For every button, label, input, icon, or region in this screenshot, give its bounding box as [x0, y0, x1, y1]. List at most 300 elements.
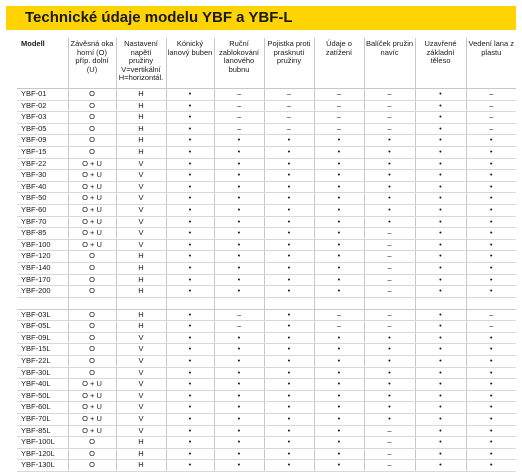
table-cell: •	[415, 181, 466, 193]
table-cell: •	[166, 414, 214, 426]
table-cell: O + U	[68, 379, 116, 391]
table-cell: •	[466, 437, 516, 449]
table-cell: –	[364, 309, 415, 321]
table-row	[17, 112, 516, 124]
table-cell: •	[166, 448, 214, 460]
table-cell: O	[68, 251, 116, 263]
table-cell: •	[264, 425, 314, 437]
spec-table	[17, 38, 516, 472]
table-cell: •	[214, 158, 264, 170]
table-cell: •	[314, 402, 364, 414]
table-cell: •	[314, 344, 364, 356]
model-cell: YBF-02	[17, 100, 68, 112]
table-cell: O	[68, 448, 116, 460]
spacer-cell	[466, 297, 516, 309]
table-cell: •	[466, 135, 516, 147]
table-cell: •	[466, 170, 516, 182]
table-row	[17, 437, 516, 449]
table-cell: •	[466, 425, 516, 437]
table-cell: •	[264, 390, 314, 402]
table-row	[17, 425, 516, 437]
table-cell: •	[364, 204, 415, 216]
table-cell: O + U	[68, 204, 116, 216]
table-cell: •	[415, 321, 466, 333]
table-row	[17, 146, 516, 158]
model-cell: YBF-140	[17, 262, 68, 274]
table-cell: H	[116, 448, 166, 460]
table-row	[17, 262, 516, 274]
column-header-hanging-eyes: Závěsná oka horní (O) příp. dolní (U)	[68, 38, 116, 89]
table-cell: •	[314, 216, 364, 228]
table-cell: •	[166, 437, 214, 449]
table-row	[17, 123, 516, 135]
table-row	[17, 367, 516, 379]
table-cell: •	[264, 414, 314, 426]
table-cell: H	[116, 274, 166, 286]
table-cell: O	[68, 100, 116, 112]
table-cell: –	[214, 309, 264, 321]
table-cell: O + U	[68, 170, 116, 182]
table-cell: O	[68, 89, 116, 101]
table-cell: •	[364, 414, 415, 426]
spacer-cell	[415, 297, 466, 309]
table-cell: O + U	[68, 181, 116, 193]
table-cell: –	[314, 112, 364, 124]
table-cell: •	[166, 170, 214, 182]
model-cell: YBF-170	[17, 274, 68, 286]
table-cell: •	[264, 321, 314, 333]
table-cell: •	[415, 367, 466, 379]
table-cell: •	[264, 262, 314, 274]
model-cell: YBF-130L	[17, 460, 68, 472]
group-spacer	[17, 297, 516, 309]
table-cell: •	[214, 146, 264, 158]
table-cell: •	[415, 274, 466, 286]
table-row	[17, 379, 516, 391]
table-cell: –	[364, 460, 415, 472]
model-cell: YBF-09	[17, 135, 68, 147]
table-cell: •	[166, 425, 214, 437]
table-cell: –	[364, 89, 415, 101]
table-cell: •	[214, 437, 264, 449]
table-cell: H	[116, 89, 166, 101]
table-cell: •	[166, 309, 214, 321]
table-cell: H	[116, 100, 166, 112]
model-cell: YBF-30L	[17, 367, 68, 379]
table-cell: O + U	[68, 193, 116, 205]
table-cell: •	[415, 437, 466, 449]
column-header-spring-safety: Pojistka proti prasknutí pružiny	[264, 38, 314, 89]
table-cell: •	[364, 390, 415, 402]
table-cell: •	[415, 460, 466, 472]
table-cell: –	[364, 437, 415, 449]
model-cell: YBF-70	[17, 216, 68, 228]
table-cell: •	[214, 274, 264, 286]
column-header-spring-tension: Nastavení napětí pružiny V=vertikální H=horizontál.	[116, 38, 166, 89]
table-cell: •	[466, 402, 516, 414]
table-cell: •	[264, 448, 314, 460]
table-row	[17, 460, 516, 472]
table-cell: –	[364, 123, 415, 135]
table-cell: •	[466, 286, 516, 298]
table-cell: •	[415, 146, 466, 158]
table-cell: •	[466, 274, 516, 286]
table-cell: •	[166, 332, 214, 344]
table-cell: •	[466, 448, 516, 460]
table-cell: •	[314, 367, 364, 379]
table-row	[17, 204, 516, 216]
table-cell: O + U	[68, 402, 116, 414]
table-row	[17, 356, 516, 368]
table-cell: –	[466, 89, 516, 101]
table-cell: •	[364, 216, 415, 228]
table-cell: –	[214, 112, 264, 124]
table-cell: H	[116, 286, 166, 298]
table-cell: •	[415, 402, 466, 414]
table-row	[17, 181, 516, 193]
table-cell: •	[264, 402, 314, 414]
table-cell: •	[314, 146, 364, 158]
table-row	[17, 135, 516, 147]
model-cell: YBF-60L	[17, 402, 68, 414]
table-cell: –	[214, 123, 264, 135]
table-cell: –	[466, 112, 516, 124]
table-cell: •	[166, 239, 214, 251]
table-cell: •	[415, 425, 466, 437]
table-cell: –	[314, 89, 364, 101]
table-cell: O + U	[68, 390, 116, 402]
table-cell: •	[364, 332, 415, 344]
table-cell: H	[116, 437, 166, 449]
table-cell: •	[314, 425, 364, 437]
table-cell: •	[466, 193, 516, 205]
table-cell: •	[166, 286, 214, 298]
table-cell: •	[214, 135, 264, 147]
table-cell: H	[116, 123, 166, 135]
table-cell: •	[264, 181, 314, 193]
table-row	[17, 170, 516, 182]
table-cell: –	[364, 448, 415, 460]
table-cell: •	[314, 135, 364, 147]
table-cell: V	[116, 367, 166, 379]
table-cell: •	[466, 367, 516, 379]
table-cell: V	[116, 332, 166, 344]
table-row	[17, 390, 516, 402]
table-cell: •	[314, 158, 364, 170]
table-cell: –	[264, 100, 314, 112]
spacer-cell	[214, 297, 264, 309]
table-cell: O	[68, 356, 116, 368]
table-cell: •	[314, 181, 364, 193]
table-cell: •	[314, 390, 364, 402]
table-cell: O	[68, 262, 116, 274]
table-cell: O + U	[68, 216, 116, 228]
table-cell: •	[415, 193, 466, 205]
spacer-cell	[166, 297, 214, 309]
table-cell: –	[314, 100, 364, 112]
table-cell: H	[116, 309, 166, 321]
table-cell: –	[364, 286, 415, 298]
table-cell: •	[166, 216, 214, 228]
table-cell: •	[466, 204, 516, 216]
table-cell: •	[314, 332, 364, 344]
table-cell: •	[166, 321, 214, 333]
table-cell: O	[68, 344, 116, 356]
table-cell: V	[116, 170, 166, 182]
table-cell: •	[264, 251, 314, 263]
table-row	[17, 216, 516, 228]
table-cell: •	[166, 356, 214, 368]
table-body	[17, 89, 516, 472]
table-cell: –	[364, 251, 415, 263]
table-cell: •	[214, 216, 264, 228]
table-cell: V	[116, 158, 166, 170]
table-cell: •	[166, 158, 214, 170]
table-cell: –	[314, 321, 364, 333]
model-cell: YBF-50L	[17, 390, 68, 402]
table-cell: •	[214, 460, 264, 472]
table-cell: O	[68, 437, 116, 449]
table-cell: •	[166, 135, 214, 147]
table-cell: •	[466, 460, 516, 472]
table-cell: •	[466, 414, 516, 426]
table-cell: H	[116, 321, 166, 333]
table-cell: •	[166, 344, 214, 356]
table-header-row	[17, 38, 516, 89]
table-cell: •	[214, 181, 264, 193]
table-cell: O	[68, 332, 116, 344]
table-cell: •	[466, 332, 516, 344]
model-cell: YBF-60	[17, 204, 68, 216]
table-cell: •	[466, 251, 516, 263]
table-cell: •	[214, 228, 264, 240]
table-cell: •	[415, 239, 466, 251]
table-cell: •	[415, 356, 466, 368]
table-cell: •	[214, 262, 264, 274]
model-cell: YBF-50	[17, 193, 68, 205]
table-cell: •	[314, 286, 364, 298]
column-header-drum-lock: Ruční zablokování lanového bubnu	[214, 38, 264, 89]
table-cell: •	[166, 262, 214, 274]
table-cell: •	[214, 414, 264, 426]
table-cell: V	[116, 356, 166, 368]
table-cell: –	[364, 100, 415, 112]
table-cell: –	[214, 321, 264, 333]
table-cell: •	[364, 146, 415, 158]
table-cell: –	[364, 239, 415, 251]
model-cell: YBF-05L	[17, 321, 68, 333]
table-cell: •	[415, 448, 466, 460]
table-cell: •	[264, 146, 314, 158]
model-cell: YBF-85L	[17, 425, 68, 437]
table-cell: •	[364, 344, 415, 356]
table-cell: •	[166, 367, 214, 379]
table-cell: •	[264, 309, 314, 321]
table-cell: •	[364, 193, 415, 205]
table-cell: •	[264, 239, 314, 251]
table-cell: •	[264, 216, 314, 228]
model-cell: YBF-40L	[17, 379, 68, 391]
table-cell: •	[314, 460, 364, 472]
table-cell: •	[214, 239, 264, 251]
table-cell: •	[166, 204, 214, 216]
table-row	[17, 448, 516, 460]
column-header-conical-drum: Kónický lanový buben	[166, 38, 214, 89]
table-cell: H	[116, 251, 166, 263]
table-cell: O	[68, 146, 116, 158]
table-cell: H	[116, 146, 166, 158]
table-cell: –	[364, 321, 415, 333]
table-cell: –	[314, 309, 364, 321]
table-cell: •	[264, 170, 314, 182]
table-cell: •	[314, 437, 364, 449]
table-row	[17, 89, 516, 101]
table-cell: •	[166, 123, 214, 135]
table-cell: •	[166, 274, 214, 286]
table-cell: •	[264, 356, 314, 368]
table-cell: •	[214, 344, 264, 356]
table-row	[17, 193, 516, 205]
table-cell: –	[264, 89, 314, 101]
table-cell: •	[166, 390, 214, 402]
table-cell: •	[364, 170, 415, 182]
table-cell: •	[166, 112, 214, 124]
table-cell: •	[214, 356, 264, 368]
table-cell: •	[415, 170, 466, 182]
table-cell: –	[264, 112, 314, 124]
table-cell: •	[415, 286, 466, 298]
table-cell: –	[364, 274, 415, 286]
table-row	[17, 321, 516, 333]
table-cell: –	[466, 100, 516, 112]
table-cell: •	[466, 228, 516, 240]
model-cell: YBF-22L	[17, 356, 68, 368]
table-cell: –	[214, 100, 264, 112]
table-cell: V	[116, 239, 166, 251]
table-cell: V	[116, 390, 166, 402]
table-cell: O + U	[68, 158, 116, 170]
table-cell: •	[415, 112, 466, 124]
table-cell: •	[415, 158, 466, 170]
table-cell: •	[264, 135, 314, 147]
table-cell: O + U	[68, 425, 116, 437]
table-cell: H	[116, 112, 166, 124]
column-header-extra-spring-pack: Balíček pružin navíc	[364, 38, 415, 89]
table-cell: •	[214, 251, 264, 263]
table-cell: •	[466, 239, 516, 251]
table-cell: –	[364, 228, 415, 240]
table-cell: O	[68, 274, 116, 286]
table-cell: V	[116, 193, 166, 205]
table-cell: •	[415, 262, 466, 274]
model-cell: YBF-15	[17, 146, 68, 158]
table-cell: •	[415, 390, 466, 402]
table-cell: V	[116, 344, 166, 356]
table-cell: •	[264, 367, 314, 379]
table-cell: •	[264, 204, 314, 216]
model-cell: YBF-200	[17, 286, 68, 298]
table-cell: •	[364, 367, 415, 379]
table-cell: •	[214, 402, 264, 414]
table-cell: •	[166, 228, 214, 240]
table-cell: V	[116, 181, 166, 193]
column-header-load-data: Údaje o zatížení	[314, 38, 364, 89]
model-cell: YBF-40	[17, 181, 68, 193]
table-cell: V	[116, 228, 166, 240]
table-row	[17, 158, 516, 170]
table-cell: O	[68, 367, 116, 379]
table-cell: •	[364, 135, 415, 147]
table-cell: •	[415, 89, 466, 101]
table-cell: •	[314, 414, 364, 426]
table-cell: •	[466, 379, 516, 391]
table-cell: O	[68, 123, 116, 135]
column-header-plastic-rope-guide: Vedení lana z plastu	[466, 38, 516, 89]
table-cell: O	[68, 309, 116, 321]
table-row	[17, 332, 516, 344]
table-cell: V	[116, 204, 166, 216]
table-cell: •	[415, 204, 466, 216]
table-cell: •	[264, 437, 314, 449]
table-cell: •	[314, 262, 364, 274]
table-cell: •	[466, 158, 516, 170]
table-cell: •	[214, 332, 264, 344]
table-row	[17, 402, 516, 414]
table-cell: V	[116, 414, 166, 426]
table-cell: •	[264, 286, 314, 298]
table-cell: •	[264, 228, 314, 240]
table-cell: •	[466, 181, 516, 193]
spacer-cell	[17, 297, 68, 309]
model-cell: YBF-15L	[17, 344, 68, 356]
table-cell: •	[415, 100, 466, 112]
column-header-closed-body: Uzavřené základní těleso	[415, 38, 466, 89]
table-cell: O	[68, 135, 116, 147]
table-cell: –	[466, 309, 516, 321]
table-cell: –	[466, 321, 516, 333]
table-cell: •	[314, 228, 364, 240]
table-cell: O + U	[68, 239, 116, 251]
table-cell: –	[264, 123, 314, 135]
table-cell: •	[314, 204, 364, 216]
table-cell: •	[166, 402, 214, 414]
table-cell: •	[166, 251, 214, 263]
model-cell: YBF-05	[17, 123, 68, 135]
column-header-model: Modell	[17, 38, 68, 89]
table-cell: V	[116, 379, 166, 391]
model-cell: YBF-30	[17, 170, 68, 182]
table-row	[17, 274, 516, 286]
table-cell: •	[415, 251, 466, 263]
spacer-cell	[264, 297, 314, 309]
table-row	[17, 344, 516, 356]
table-cell: •	[314, 379, 364, 391]
table-cell: •	[415, 135, 466, 147]
table-cell: •	[166, 379, 214, 391]
table-cell: •	[364, 379, 415, 391]
table-cell: O	[68, 112, 116, 124]
table-cell: •	[314, 274, 364, 286]
table-cell: •	[214, 367, 264, 379]
table-row	[17, 228, 516, 240]
table-cell: •	[264, 460, 314, 472]
table-cell: •	[415, 309, 466, 321]
table-cell: •	[466, 146, 516, 158]
table-cell: •	[466, 356, 516, 368]
model-cell: YBF-120	[17, 251, 68, 263]
table-cell: •	[314, 356, 364, 368]
spacer-cell	[68, 297, 116, 309]
